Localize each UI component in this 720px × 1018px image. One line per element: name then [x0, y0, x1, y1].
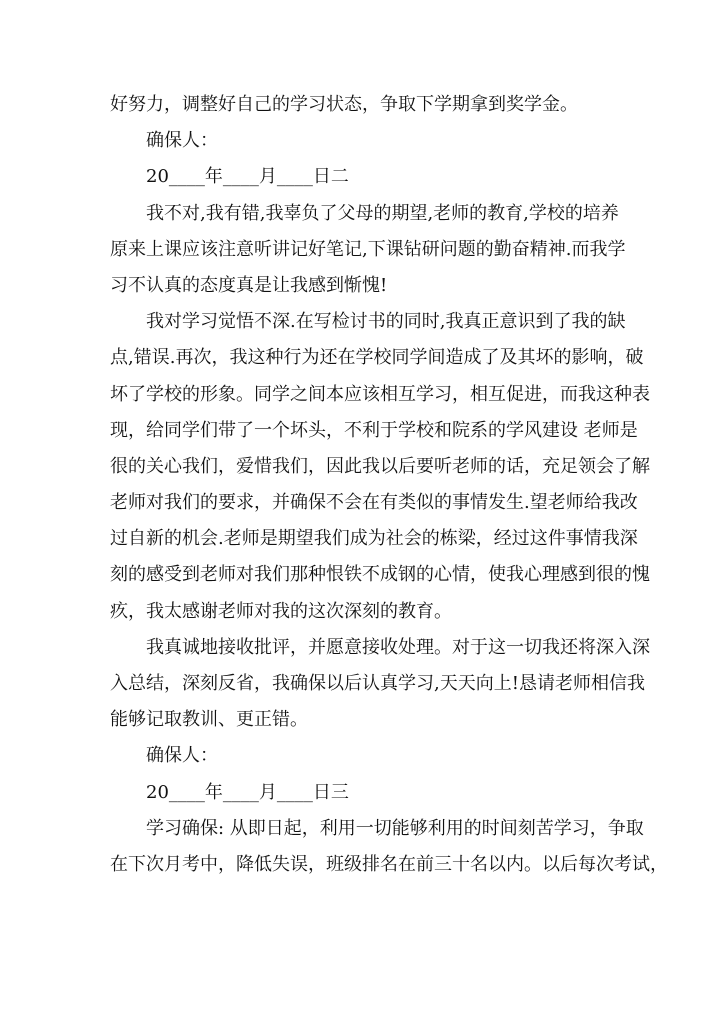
paragraph-line: 入总结，深刻反省，我确保以后认真学习,天天向上!恳请老师相信我 — [110, 673, 645, 694]
paragraph-line: 习不认真的态度真是让我感到惭愧! — [110, 274, 388, 296]
paragraph-line: 现，给同学们带了一个坏头，不利于学校和院系的学风建设 老师是 — [110, 419, 638, 441]
paragraph-line: 原来上课应该注意听讲记好笔记,下课钻研问题的勤奋精神.而我学 — [110, 238, 626, 260]
guarantor-label: 确保人： — [146, 130, 218, 152]
paragraph-line: 能够记取教训、更正错。 — [110, 709, 308, 731]
paragraph-line: 老师对我们的要求，并确保不会在有类似的事情发生.望老师给我改 — [110, 492, 638, 514]
paragraph-line: 刻的感受到老师对我们那种恨铁不成钢的心情，使我心理感到很的愧 — [110, 564, 650, 586]
paragraph-line: 过自新的机会.老师是期望我们成为社会的栋梁，经过这件事情我深 — [110, 528, 638, 550]
paragraph-line: 我真诚地接收批评，并愿意接收处理。对于这一切我还将深入深 — [146, 636, 650, 658]
paragraph-line: 在下次月考中，降低失误，班级排名在前三十名以内。以后每次考试， — [110, 853, 668, 875]
date-line: 20____年____月____日三 — [146, 781, 349, 803]
paragraph-line: 好努力，调整好自己的学习状态，争取下学期拿到奖学金。 — [110, 94, 578, 115]
document-body — [110, 87, 668, 883]
date-line: 20____年____月____日二 — [146, 166, 349, 188]
paragraph-line: 疚，我太感谢老师对我的这次深刻的教育。 — [110, 600, 452, 622]
paragraph-line: 我不对,我有错,我辜负了父母的期望,老师的教育,学校的培养 — [146, 202, 619, 224]
paragraph-line: 学习确保: 从即日起，利用一切能够利用的时间刻苦学习，争取 — [146, 817, 644, 839]
paragraph-line: 点,错误.再次，我这种行为还在学校同学间造成了及其坏的影响，破 — [110, 347, 644, 369]
paragraph-line: 我对学习觉悟不深.在写检讨书的同时,我真正意识到了我的缺 — [146, 311, 626, 333]
guarantor-label: 确保人： — [146, 745, 218, 767]
paragraph-line: 很的关心我们，爱惜我们，因此我以后要听老师的话，充足领会了解 — [110, 455, 650, 477]
paragraph-line: 坏了学校的形象。同学之间本应该相互学习，相互促进，而我这种表 — [110, 383, 650, 405]
